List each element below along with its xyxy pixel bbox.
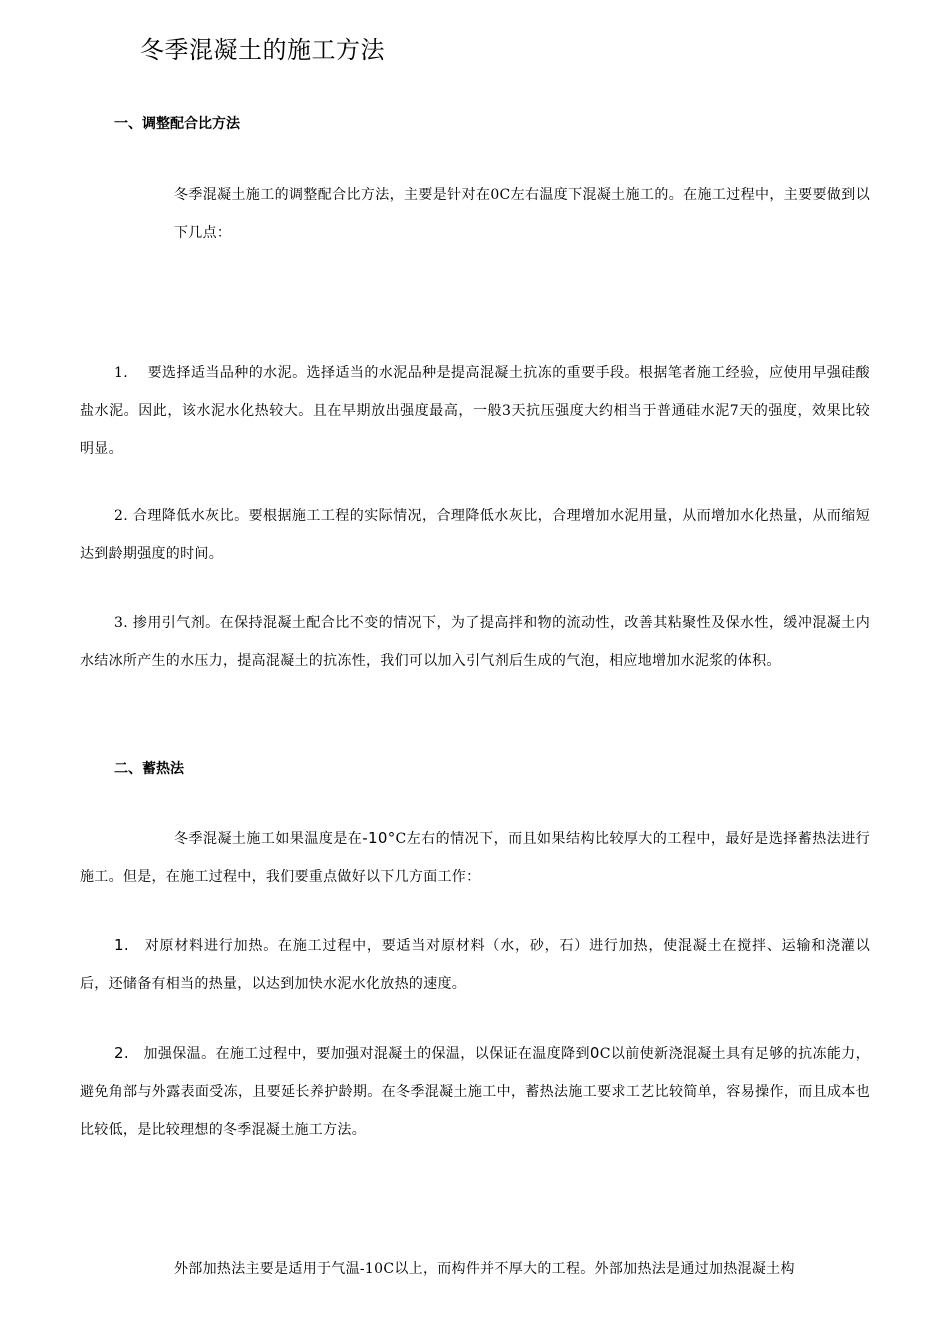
document-title: 冬季混凝土的施工方法 (140, 36, 385, 64)
intro-suffix: C左右的情况下，而且如果结构比较厚大的工程中，最好是选择蓄热法进行施工。但是，在施工过程中，我们要重点做好以下几方面工作： (80, 831, 870, 885)
temperature-value: -10° (362, 829, 396, 847)
item-text-prefix: 加强保温。在施工过程中，要加强对混凝土的保温，以保证在温度降到 (143, 1046, 590, 1062)
section1-item-2 (80, 497, 870, 573)
item-number: 3. (114, 615, 128, 631)
item-text-suffix: C以前使新浇混凝土具有足够的抗冻能力，避免角部与外露表面受冻，且要延长养护龄期。在冬季混凝土施工中，蓄热法施工要求工艺比较简单，容易操作，而且成本也比较低，是比较理想的冬季混凝土施工方法。 (80, 1046, 870, 1138)
temperature-zero: 0 (589, 1044, 600, 1062)
item-number: 2. (114, 508, 128, 524)
item-number: 1. (114, 936, 129, 954)
section2-item-2 (80, 1034, 870, 1149)
section1-item-3 (80, 604, 870, 680)
item-number: 1. (114, 365, 128, 381)
intro-prefix: 冬季混凝土施工如果温度是在 (174, 831, 363, 847)
section2-item-1 (80, 926, 870, 1003)
item-text: 合理降低水灰比。要根据施工工程的实际情况，合理降低水灰比，合理增加水泥用量，从而增加水化热量，从而缩短达到龄期强度的时间。 (80, 508, 870, 562)
item-text: 对原材料进行加热。在施工过程中，要适当对原材料（水，砂，石）进行加热，使混凝土在搅拌、运输和浇灌以后，还储备有相当的热量，以达到加快水泥水化放热的速度。 (80, 938, 870, 992)
section1-item-1 (80, 354, 870, 468)
item-number: 2. (114, 1044, 129, 1062)
section-heading-1: 一、调整配合比方法 (114, 116, 240, 132)
section-heading-2: 二、蓄热法 (114, 761, 184, 777)
section1-intro: 冬季混凝土施工的调整配合比方法，主要是针对在0C左右温度下混凝土施工的。在施工过程中，主要要做到以下几点： (174, 187, 870, 241)
item-text: 要选择适当品种的水泥。选择适当的水泥品种是提高混凝土抗冻的重要手段。根据笔者施工经验，应使用早强硅酸盐水泥。因此，该水泥水化热较大。且在早期放出强度最高，一般3天抗压强度大约相当于普通硅水泥7天的强度，效果比较明显。 (80, 365, 870, 457)
section2-intro (80, 819, 870, 896)
section3-intro: 外部加热法主要是适用于气温-10C以上，而构件并不厚大的工程。外部加热法是通过加热混凝土构 (174, 1261, 795, 1277)
item-text: 掺用引气剂。在保持混凝土配合比不变的情况下，为了提高拌和物的流动性，改善其粘聚性及保水性，缓冲混凝土内水结冰所产生的水压力，提高混凝土的抗冻性，我们可以加入引气剂后生成的气泡，相应地增加水泥浆的体积。 (80, 615, 870, 669)
